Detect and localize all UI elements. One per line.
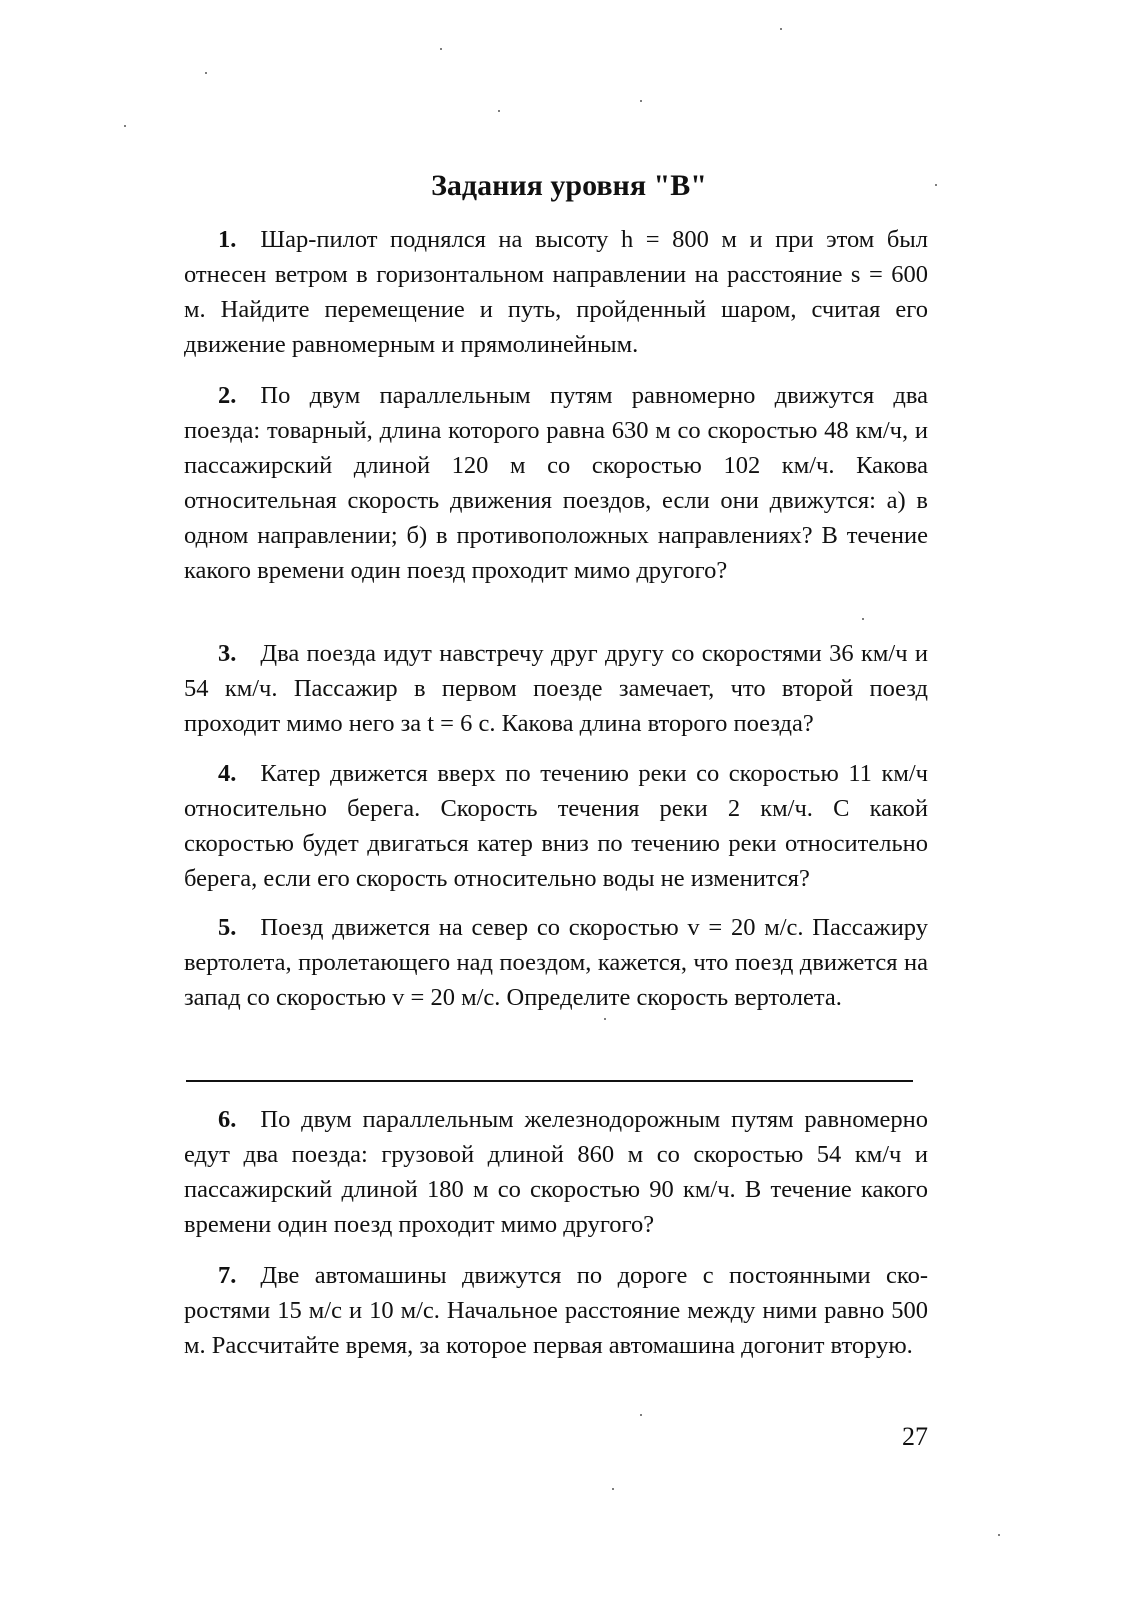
problem-text: Шар-пилот поднялся на высоту h = 800 м и при этом был отнесен ветром в горизонтальном направлении на расстояние s = 600 м. Найдите перемещение и путь, пройденный шаром, считая его движение равномерным и прямолинейным. [184,226,928,358]
problem-number: 7. [218,1262,237,1289]
problem-1 [184,222,928,362]
scan-speck [640,1414,642,1416]
problem-text: Два поезда идут навстречу друг другу со скоростями 36 км/ч и 54 км/ч. Пассажир в первом поезде замечает, что второй поезд проходит мимо него за t = 6 с. Какова длина второго поезда? [184,640,928,737]
problem-number: 3. [218,640,237,667]
problem-text: По двум параллельным железнодорожным путям равномерно едут два поезда: грузовой длиной 860 м со скоростью 54 км/ч и пассажирский длиной 180 м со скоростью 90 км/ч. В течение какого времени один поезд проходит мимо другого? [184,1106,928,1238]
problem-text: Поезд движется на север со скоростью v = 20 м/с. Пассажиру вертолета, пролетающего над поездом, кажется, что поезд движется на запад со скоростью v = 20 м/с. Определите скорость вертолета. [184,914,928,1011]
scan-speck [498,110,500,112]
problem-6 [184,1102,928,1242]
scan-speck [612,1488,614,1490]
problem-text: Две автомашины движутся по дороге с постоянными скоростями 15 м/с и 10 м/с. Начальное расстояние между ними равно 500 м. Рассчитайте время, за которое первая автомашина догонит вторую. [184,1262,928,1359]
problem-3 [184,636,928,741]
scan-speck [205,72,207,74]
scan-speck [862,618,864,620]
scan-speck [124,125,126,127]
problem-number: 5. [218,914,237,941]
section-title: Задания уровня "В" [431,169,707,202]
scan-speck [998,1534,1000,1536]
problem-5 [184,910,928,1015]
scan-speck [604,1018,606,1020]
problem-number: 6. [218,1106,237,1133]
page-number: 27 [902,1422,928,1451]
section-divider [186,1080,913,1082]
scan-speck [935,184,937,186]
problem-2 [184,378,928,588]
problem-text: Катер движется вверх по течению реки со скоростью 11 км/ч относительно берега. Скорость течения реки 2 км/ч. С какой скоростью будет двигаться катер вниз по течению реки относительно берега, если его скорость относительно воды не изменится? [184,760,928,892]
scan-speck [440,48,442,50]
problem-number: 1. [218,226,237,253]
problem-4 [184,756,928,896]
problem-text: По двум параллельным путям равномерно движутся два поезда: товарный, длина которого равна 630 м со скоростью 48 км/ч, и пассажирский длиной 120 м со скоростью 102 км/ч. Какова относительная скорость движения поездов, если они движутся: а) в одном направлении; б) в противоположных направлениях? В течение какого времени один поезд проходит мимо другого? [184,382,928,584]
scan-speck [780,28,782,30]
problem-number: 2. [218,382,237,409]
scan-speck [640,100,642,102]
problem-7 [184,1258,928,1363]
problem-number: 4. [218,760,237,787]
